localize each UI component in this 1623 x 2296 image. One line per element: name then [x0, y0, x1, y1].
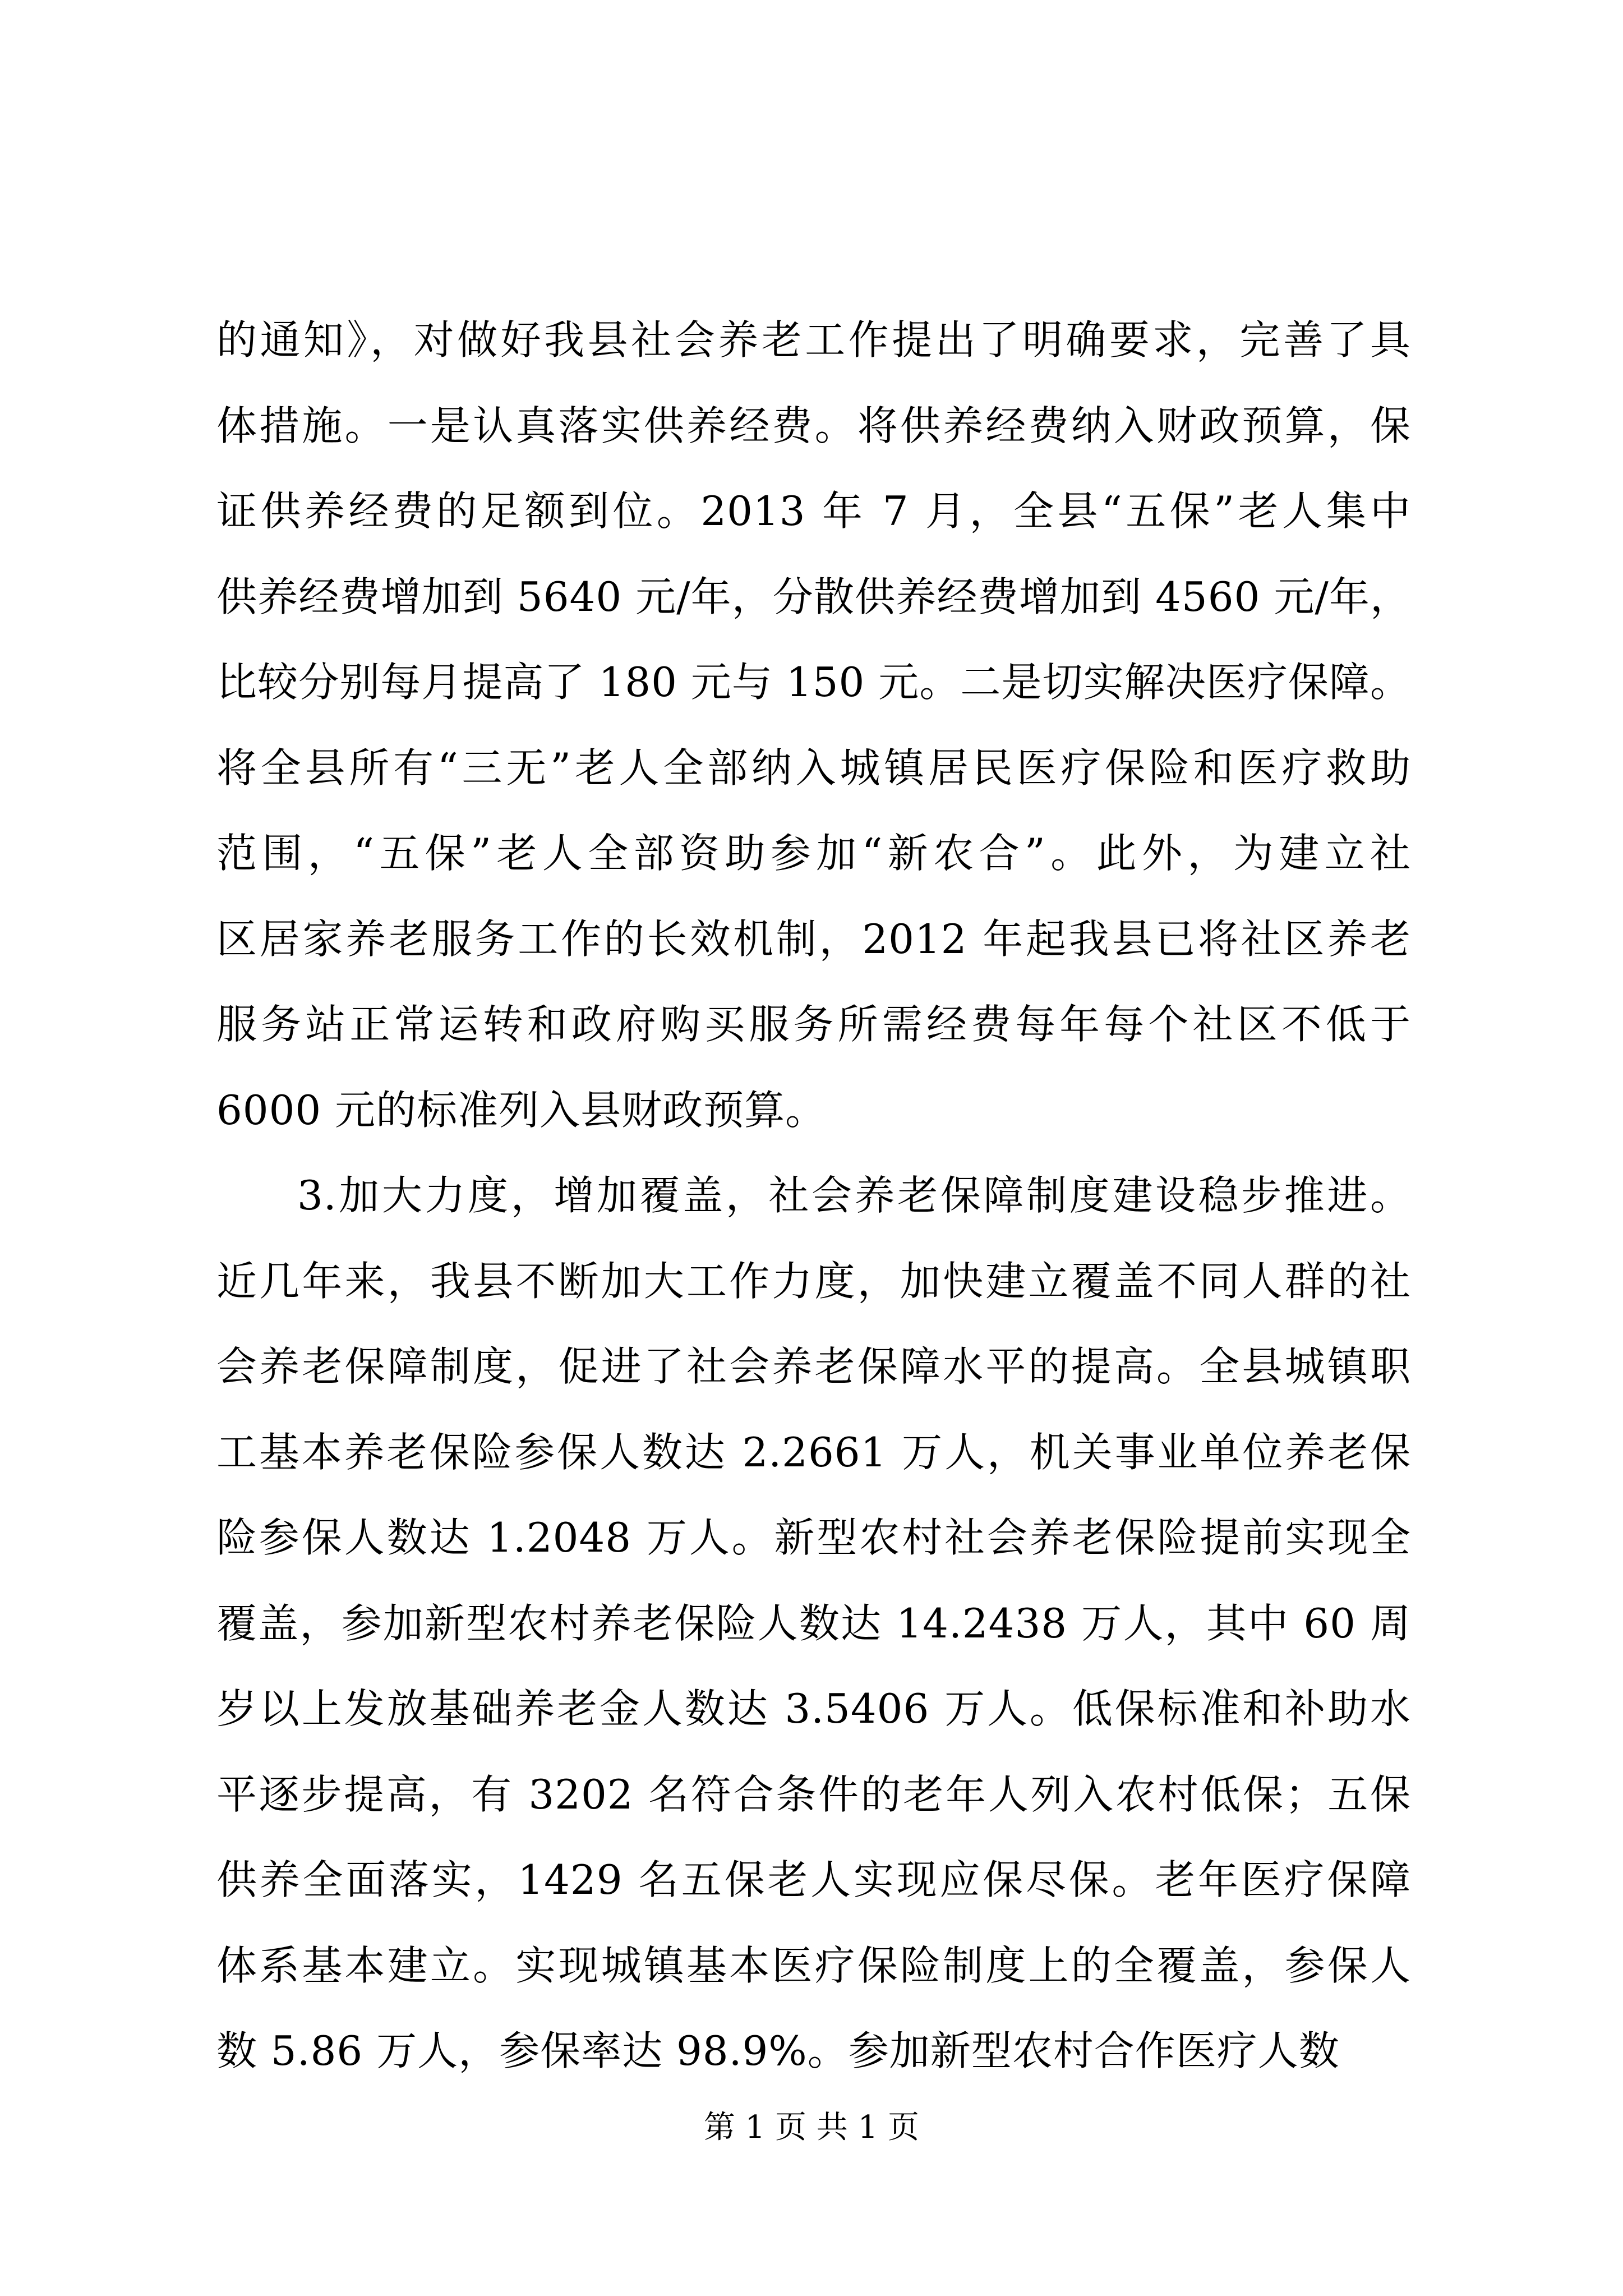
text-line-15: 险参保人数达 1.2048 万人。新型农村社会养老保险提前实现全: [216, 1514, 1411, 1561]
text-line-6: 将全县所有“三无”老人全部纳入城镇居民医疗保险和医疗救助: [216, 744, 1411, 792]
text-line-4: 供养经费增加到 5640 元/年，分散供养经费增加到 4560 元/年，: [216, 573, 1411, 620]
text-line-17: 岁以上发放基础养老金人数达 3.5406 万人。低保标准和补助水: [216, 1685, 1411, 1732]
text-line-20: 体系基本建立。实现城镇基本医疗保险制度上的全覆盖，参保人: [216, 1941, 1411, 1989]
text-line-8: 区居家养老服务工作的长效机制，2012 年起我县已将社区养老: [216, 915, 1411, 963]
text-line-13: 会养老保障制度，促进了社会养老保障水平的提高。全县城镇职: [216, 1343, 1411, 1390]
text-line-5: 比较分别每月提高了 180 元与 150 元。二是切实解决医疗保障。: [216, 659, 1411, 706]
document-body: [216, 297, 1411, 2094]
page-footer: 第 1 页 共 1 页: [703, 2109, 920, 2146]
text-line-16: 覆盖，参加新型农村养老保险人数达 14.2438 万人，其中 60 周: [216, 1599, 1411, 1647]
text-line-3: 证供养经费的足额到位。2013 年 7 月，全县“五保”老人集中: [216, 487, 1411, 535]
text-line-19: 供养全面落实，1429 名五保老人实现应保尽保。老年医疗保障: [216, 1856, 1411, 1903]
text-line-2: 体措施。一是认真落实供养经费。将供养经费纳入财政预算，保: [216, 402, 1411, 449]
text-line-10: 6000 元的标准列入县财政预算。: [216, 1086, 827, 1134]
text-line-1: 的通知》，对做好我县社会养老工作提出了明确要求，完善了具: [216, 316, 1411, 364]
text-line-12: 近几年来，我县不断加大工作力度，加快建立覆盖不同人群的社: [216, 1257, 1411, 1305]
text-line-7: 范围，“五保”老人全部资助参加“新农合”。此外，为建立社: [216, 830, 1411, 877]
text-line-18: 平逐步提高，有 3202 名符合条件的老年人列入农村低保；五保: [216, 1770, 1411, 1818]
section-heading-line: 3.加大力度，增加覆盖，社会养老保障制度建设稳步推进。: [297, 1172, 1411, 1219]
text-line-21: 数 5.86 万人，参保率达 98.9%。参加新型农村合作医疗人数: [216, 2027, 1340, 2074]
text-line-14: 工基本养老保险参保人数达 2.2661 万人，机关事业单位养老保: [216, 1428, 1411, 1476]
text-line-9: 服务站正常运转和政府购买服务所需经费每年每个社区不低于: [216, 1001, 1411, 1048]
